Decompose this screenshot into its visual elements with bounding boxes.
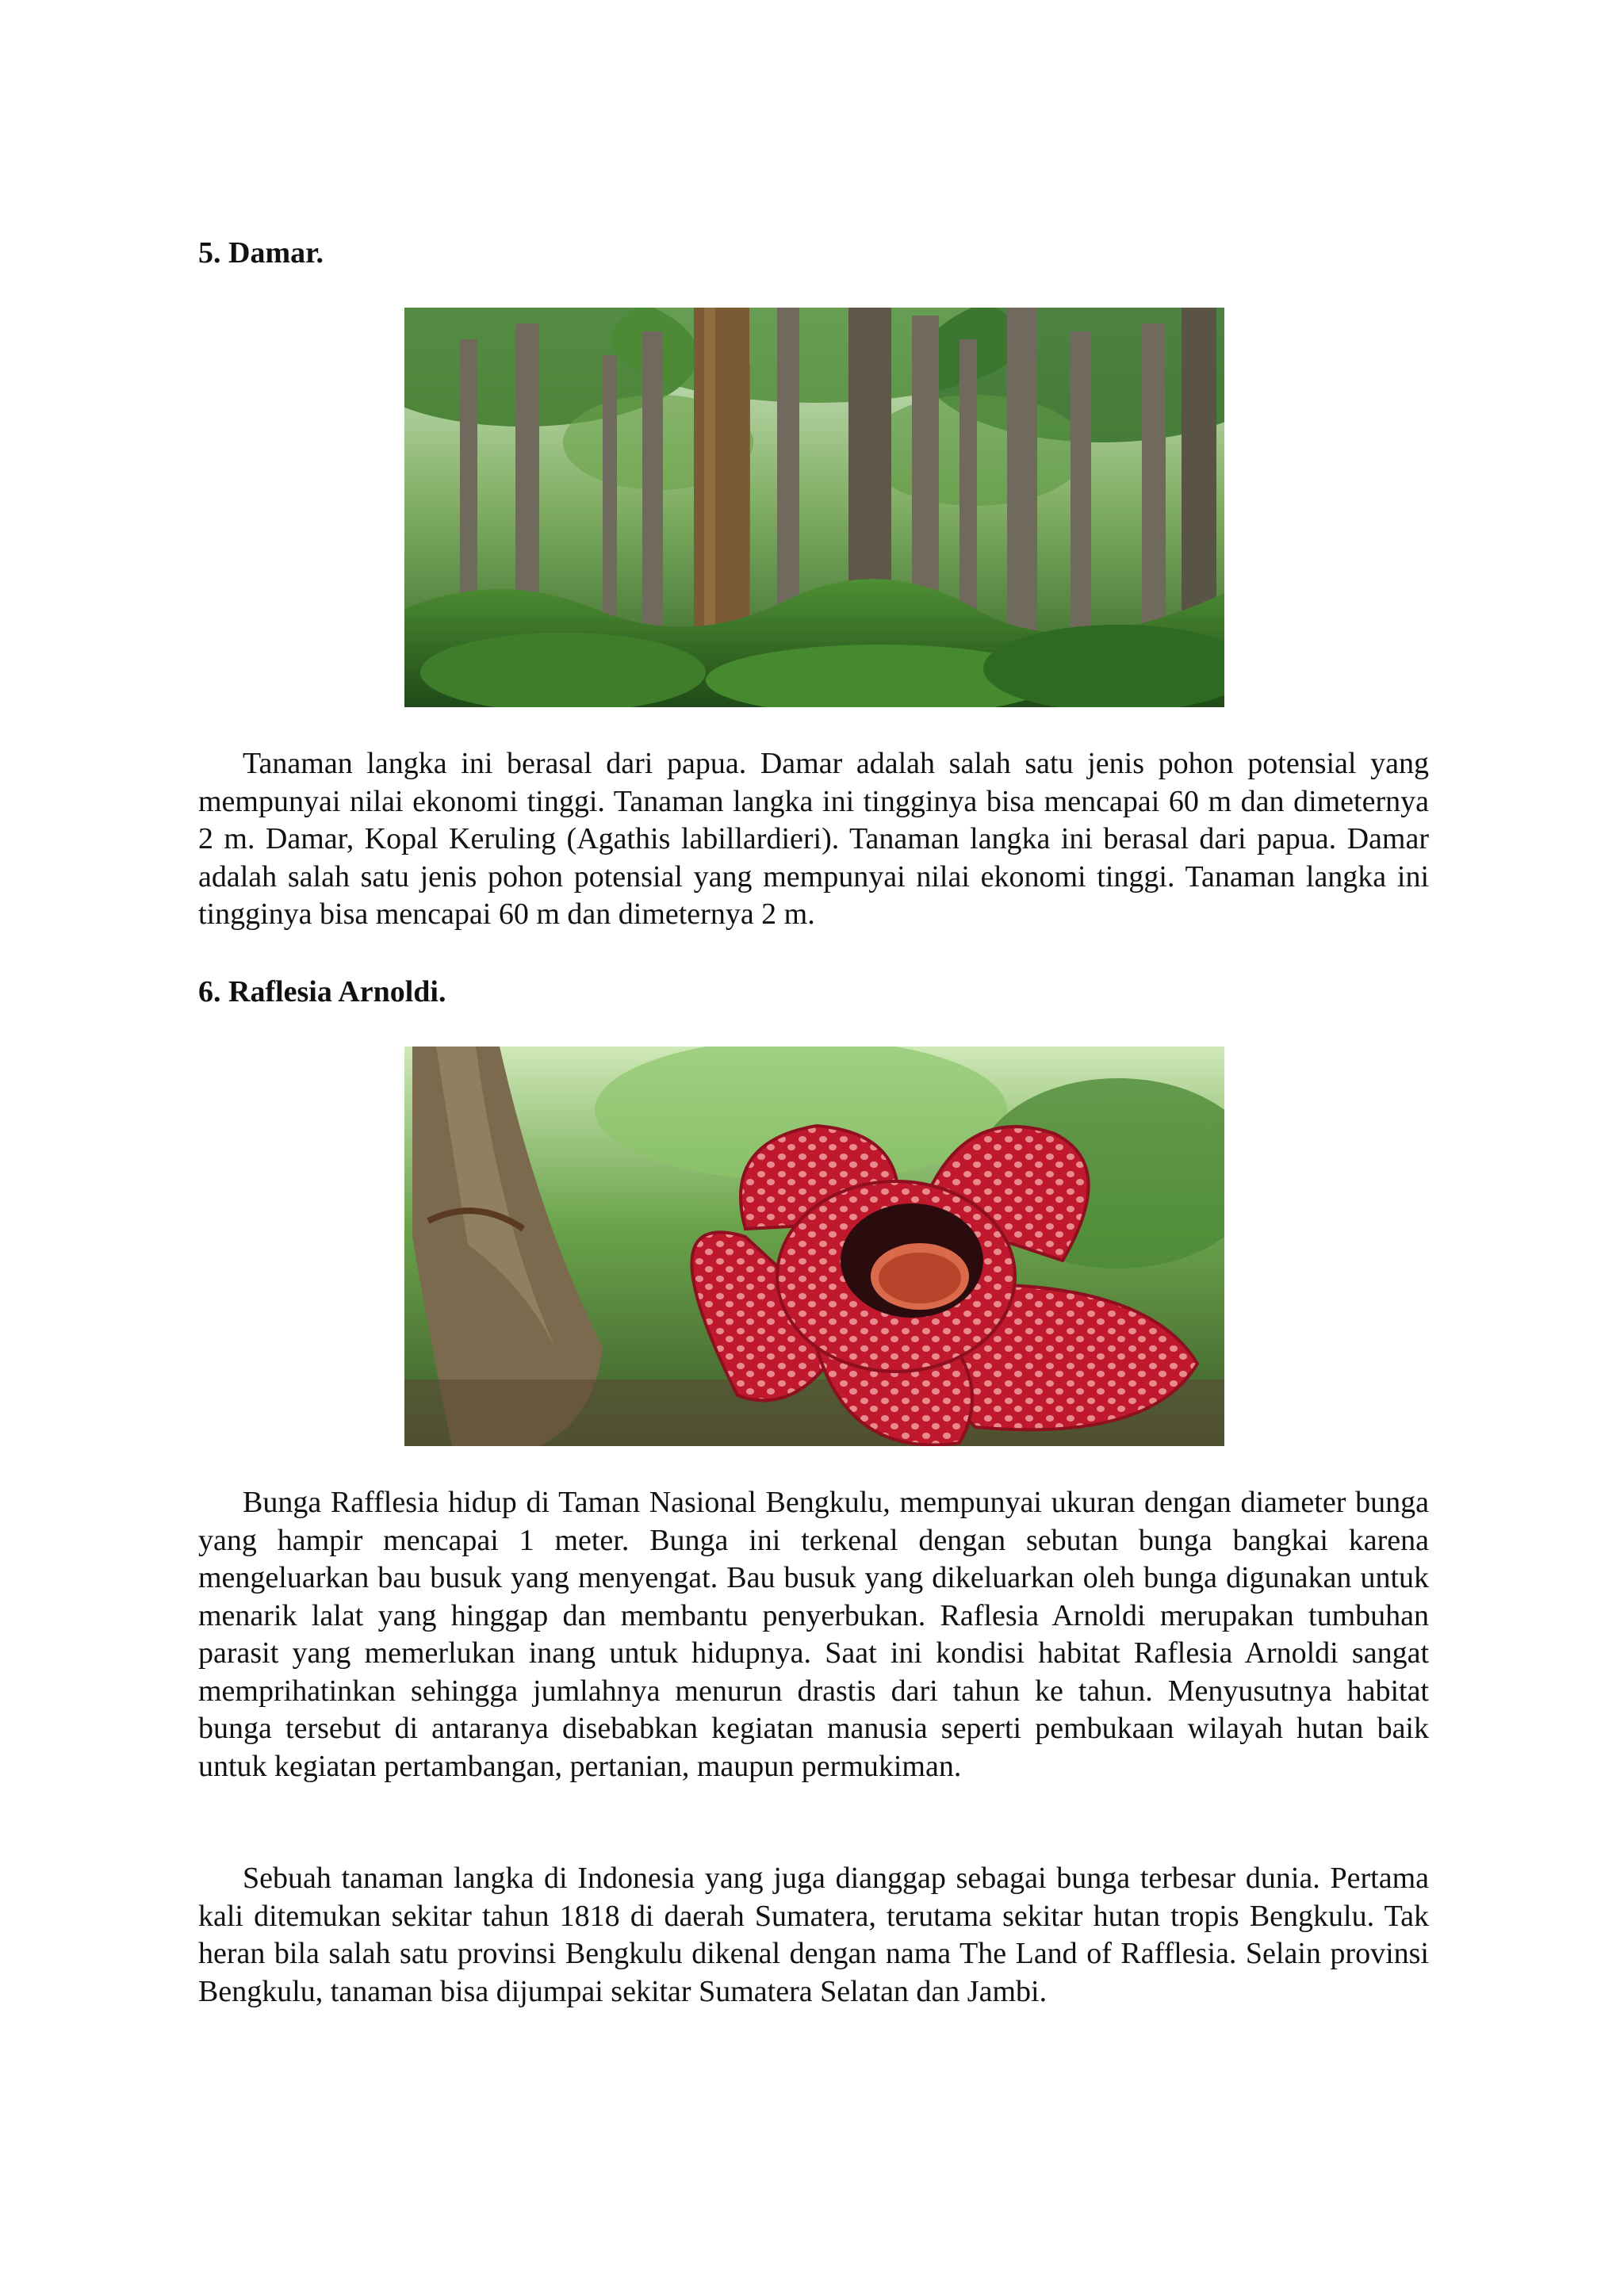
rafflesia-history: Sebuah tanaman langka di Indonesia yang juga dianggap sebagai bunga terbesar dunia. Pertama kali ditemukan sekitar tahun 1818 di daerah Sumatera, terutama sekitar hutan tropis Bengkulu. Tak heran bila salah satu provinsi Bengkulu dikenal dengan nama The Land of Rafflesia. Selain provinsi Bengkulu, tanaman bisa dijumpai sekitar Sumatera Selatan dan Jambi. [198,1862,1429,2008]
heading-damar: 5. Damar. [198,236,324,270]
damar-description: Tanaman langka ini berasal dari papua. Damar adalah salah satu jenis pohon potensial yang mempunyai nilai ekonomi tinggi. Tanaman langka ini tingginya bisa mencapai 60 m dan dimeternya 2 m. Damar, Kopal Keruling (Agathis labillardieri). Tanaman langka ini berasal dari papua. Damar adalah salah satu jenis pohon potensial yang mempunyai nilai ekonomi tinggi. Tanaman langka ini tingginya bisa mencapai 60 m dan dimeternya 2 m. [198,747,1429,931]
heading-raflesia: 6. Raflesia Arnoldi. [198,975,446,1008]
rafflesia-image [404,1047,1224,1446]
rafflesia-description: Bunga Rafflesia hidup di Taman Nasional Bengkulu, mempunyai ukuran dengan diameter bunga yang hampir mencapai 1 meter. Bunga ini terkenal dengan sebutan bunga bangkai karena mengeluarkan bau busuk yang menyengat. Bau busuk yang dikeluarkan oleh bunga digunakan untuk menarik lalat yang hinggap dan membantu penyerbukan. Raflesia Arnoldi merupakan tumbuhan parasit yang memerlukan inang untuk hidupnya. Saat ini kondisi habitat Raflesia Arnoldi sangat memprihatinkan sehingga jumlahnya menurun drastis dari tahun ke tahun. Menyusutnya habitat bunga tersebut di antaranya disebabkan kegiatan manusia seperti pembukaan wilayah hutan baik untuk kegiatan pertambangan, pertanian, maupun permukiman. [198,1486,1429,1783]
damar-forest-image [404,308,1224,707]
